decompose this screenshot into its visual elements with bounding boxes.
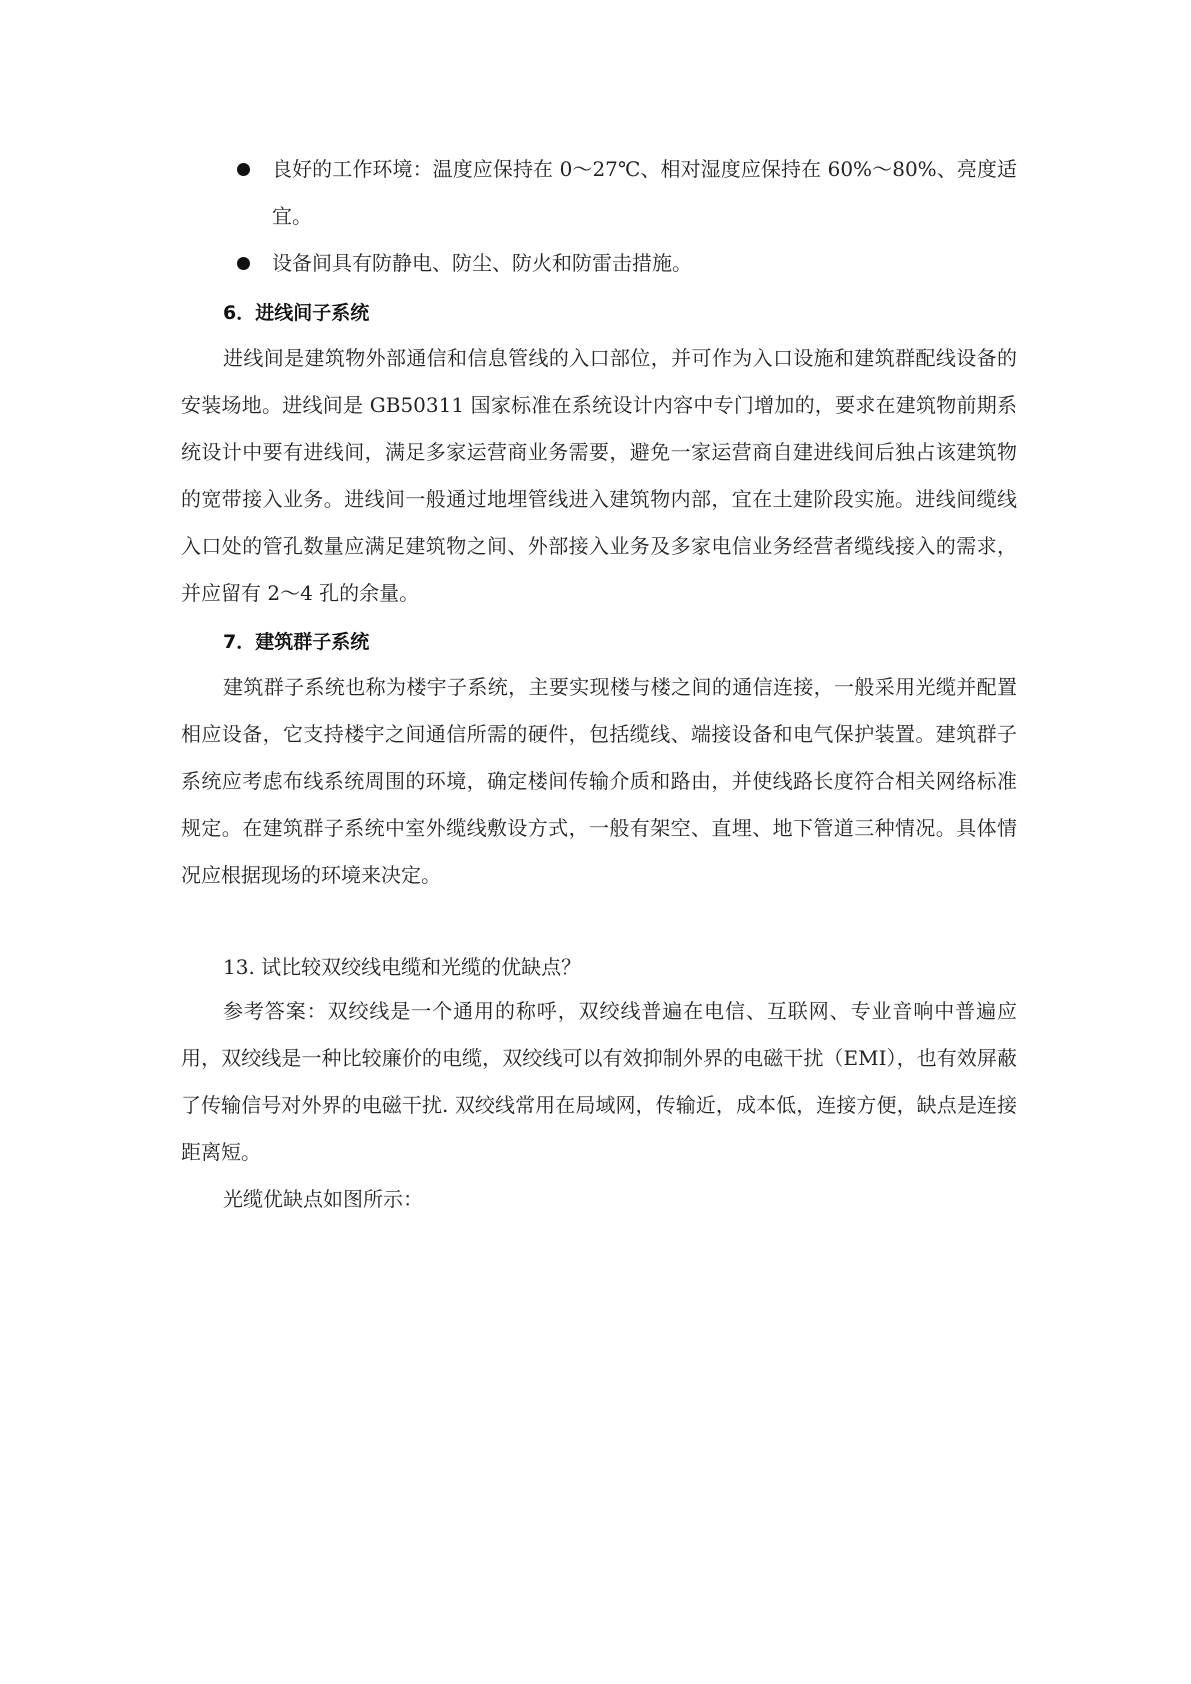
section-heading-6: 6．进线间子系统	[223, 302, 370, 324]
section-paragraph-6: 进线间是建筑物外部通信和信息管线的入口部位，并可作为入口设施和建筑群配线设备的安装场地。进线间是 GB50311 国家标准在系统设计内容中专门增加的，要求在建筑物前期系统设计中要有进线间，满足多家运营商业务需要，避免一家运营商自建进线间后独占该建筑物的宽带接入业务。进线间一般通过地埋管线进入建筑物内部，宜在土建阶段实施。进线间缆线入口处的管孔数量应满足建筑物之间、外部接入业务及多家电信业务经营者缆线接入的需求，并应留有 2～4 孔的余量。	[181, 346, 1017, 605]
bullet-text: 设备间具有防静电、防尘、防火和防雷击措施。	[272, 251, 692, 275]
answer-paragraph: 参考答案：双绞线是一个通用的称呼，双绞线普遍在电信、互联网、专业音响中普遍应用，双绞线是一种比较廉价的电缆，双绞线可以有效抑制外界的电磁干扰（EMI），也有效屏蔽了传输信号对外界的电磁干扰. 双绞线常用在局域网，传输近，成本低，连接方便，缺点是连接距离短。	[181, 999, 1017, 1164]
section-heading-7: 7．建筑群子系统	[223, 631, 370, 653]
bullet-dot-icon	[237, 257, 250, 270]
bullet-text: 良好的工作环境：温度应保持在 0～27℃、相对湿度应保持在 60%～80%、亮度适宜。	[272, 157, 1017, 228]
bullet-dot-icon	[237, 163, 250, 176]
question-13: 13. 试比较双绞线电缆和光缆的优缺点？	[223, 955, 582, 979]
fiber-intro-text: 光缆优缺点如图所示：	[223, 1187, 423, 1211]
section-paragraph-7: 建筑群子系统也称为楼宇子系统，主要实现楼与楼之间的通信连接，一般采用光缆并配置相应设备，它支持楼宇之间通信所需的硬件，包括缆线、端接设备和电气保护装置。建筑群子系统应考虑布线系统周围的环境，确定楼间传输介质和路由，并使线路长度符合相关网络标准规定。在建筑群子系统中室外缆线敷设方式，一般有架空、直埋、地下管道三种情况。具体情况应根据现场的环境来决定。	[181, 675, 1017, 887]
